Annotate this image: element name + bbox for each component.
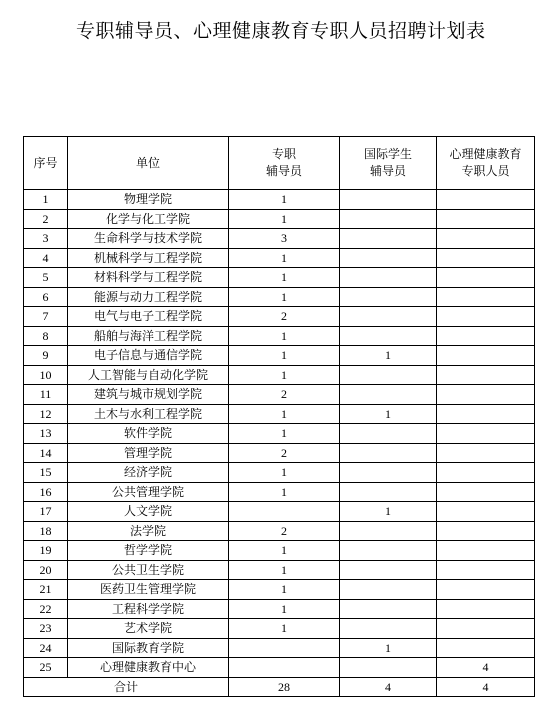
row-intl: [340, 424, 437, 444]
row-counselor: 1: [229, 619, 340, 639]
row-unit: 生命科学与技术学院: [68, 229, 229, 249]
table-row: [24, 248, 535, 268]
row-intl: [340, 365, 437, 385]
row-unit: 建筑与城市规划学院: [68, 385, 229, 405]
row-mental: [437, 541, 535, 561]
row-counselor: 3: [229, 229, 340, 249]
row-mental: [437, 638, 535, 658]
row-mental: [437, 307, 535, 327]
row-counselor: 1: [229, 268, 340, 288]
row-no: 18: [24, 521, 68, 541]
row-counselor: 1: [229, 248, 340, 268]
total-row: [24, 677, 535, 696]
row-intl: [340, 307, 437, 327]
row-mental: [437, 424, 535, 444]
row-mental: [437, 502, 535, 522]
row-no: 22: [24, 599, 68, 619]
table-row: [24, 541, 535, 561]
row-no: 13: [24, 424, 68, 444]
header-intl-counselor-line1: 国际学生: [363, 147, 412, 161]
row-mental: [437, 365, 535, 385]
table-row: [24, 287, 535, 307]
row-unit: 电气与电子工程学院: [68, 307, 229, 327]
row-no: 11: [24, 385, 68, 405]
row-counselor: 2: [229, 443, 340, 463]
row-mental: [437, 560, 535, 580]
row-unit: 化学与化工学院: [68, 209, 229, 229]
row-intl: [340, 229, 437, 249]
table-row: [24, 229, 535, 249]
row-unit: 国际教育学院: [68, 638, 229, 658]
row-counselor: 1: [229, 541, 340, 561]
row-counselor: 1: [229, 463, 340, 483]
row-intl: 1: [340, 404, 437, 424]
table-row: [24, 190, 535, 210]
row-mental: [437, 190, 535, 210]
row-counselor: 2: [229, 521, 340, 541]
row-unit: 艺术学院: [68, 619, 229, 639]
row-unit: 机械科学与工程学院: [68, 248, 229, 268]
row-no: 8: [24, 326, 68, 346]
table-row: [24, 385, 535, 405]
row-intl: [340, 268, 437, 288]
row-intl: [340, 580, 437, 600]
row-counselor: 1: [229, 209, 340, 229]
row-mental: [437, 268, 535, 288]
row-unit: 公共卫生学院: [68, 560, 229, 580]
row-counselor: 1: [229, 424, 340, 444]
row-unit: 人工智能与自动化学院: [68, 365, 229, 385]
table-row: [24, 619, 535, 639]
row-unit: 物理学院: [68, 190, 229, 210]
row-no: 4: [24, 248, 68, 268]
table-row: [24, 560, 535, 580]
row-counselor: [229, 638, 340, 658]
row-mental: [437, 287, 535, 307]
table-row: [24, 502, 535, 522]
row-counselor: 2: [229, 385, 340, 405]
row-no: 16: [24, 482, 68, 502]
row-intl: [340, 190, 437, 210]
row-intl: [340, 287, 437, 307]
row-unit: 船舶与海洋工程学院: [68, 326, 229, 346]
row-no: 12: [24, 404, 68, 424]
row-no: 17: [24, 502, 68, 522]
row-no: 20: [24, 560, 68, 580]
row-unit: 法学院: [68, 521, 229, 541]
row-unit: 管理学院: [68, 443, 229, 463]
row-no: 21: [24, 580, 68, 600]
row-no: 3: [24, 229, 68, 249]
table-row: [24, 326, 535, 346]
total-mental: 4: [437, 677, 535, 696]
table-row: [24, 443, 535, 463]
header-counselor: [229, 137, 340, 190]
table-row: [24, 599, 535, 619]
row-intl: [340, 248, 437, 268]
row-mental: [437, 482, 535, 502]
table-row: [24, 424, 535, 444]
row-no: 19: [24, 541, 68, 561]
row-counselor: 2: [229, 307, 340, 327]
row-unit: 医药卫生管理学院: [68, 580, 229, 600]
row-intl: 1: [340, 638, 437, 658]
row-intl: 1: [340, 346, 437, 366]
row-counselor: [229, 658, 340, 678]
row-mental: [437, 619, 535, 639]
header-counselor-line2: 辅导员: [265, 164, 302, 178]
row-no: 5: [24, 268, 68, 288]
row-mental: 4: [437, 658, 535, 678]
row-counselor: 1: [229, 404, 340, 424]
row-no: 24: [24, 638, 68, 658]
row-mental: [437, 209, 535, 229]
row-intl: [340, 541, 437, 561]
row-unit: 人文学院: [68, 502, 229, 522]
row-counselor: 1: [229, 560, 340, 580]
row-unit: 经济学院: [68, 463, 229, 483]
table-row: [24, 463, 535, 483]
row-intl: [340, 599, 437, 619]
row-mental: [437, 326, 535, 346]
header-unit: 单位: [68, 137, 229, 190]
row-intl: [340, 463, 437, 483]
row-intl: [340, 482, 437, 502]
row-mental: [437, 580, 535, 600]
row-counselor: 1: [229, 482, 340, 502]
row-unit: 土木与水利工程学院: [68, 404, 229, 424]
row-counselor: [229, 502, 340, 522]
header-counselor-line1: 专职: [271, 147, 296, 161]
row-mental: [437, 346, 535, 366]
header-mental-health-line1: 心理健康教育: [449, 147, 522, 161]
row-mental: [437, 463, 535, 483]
table-row: [24, 580, 535, 600]
row-no: 10: [24, 365, 68, 385]
row-mental: [437, 521, 535, 541]
row-mental: [437, 599, 535, 619]
row-intl: [340, 619, 437, 639]
row-counselor: 1: [229, 599, 340, 619]
table-row: [24, 658, 535, 678]
row-unit: 材料科学与工程学院: [68, 268, 229, 288]
table-row: [24, 482, 535, 502]
row-intl: [340, 560, 437, 580]
row-no: 15: [24, 463, 68, 483]
header-mental-health: [437, 137, 535, 190]
row-mental: [437, 385, 535, 405]
table-row: [24, 521, 535, 541]
row-unit: 电子信息与通信学院: [68, 346, 229, 366]
recruitment-plan-table: [23, 136, 535, 697]
row-no: 2: [24, 209, 68, 229]
header-intl-counselor: [340, 137, 437, 190]
table-row: [24, 268, 535, 288]
page-title: 专职辅导员、心理健康教育专职人员招聘计划表: [76, 20, 486, 42]
table-row: [24, 638, 535, 658]
row-intl: [340, 385, 437, 405]
row-counselor: 1: [229, 326, 340, 346]
row-intl: [340, 658, 437, 678]
header-mental-health-line2: 专职人员: [461, 164, 510, 178]
row-mental: [437, 404, 535, 424]
table-row: [24, 404, 535, 424]
table-row: [24, 307, 535, 327]
row-no: 14: [24, 443, 68, 463]
row-no: 1: [24, 190, 68, 210]
row-counselor: 1: [229, 346, 340, 366]
total-intl: 4: [340, 677, 437, 696]
row-intl: [340, 326, 437, 346]
row-intl: [340, 443, 437, 463]
row-no: 9: [24, 346, 68, 366]
header-no: 序号: [24, 137, 68, 190]
row-unit: 工程科学学院: [68, 599, 229, 619]
row-no: 6: [24, 287, 68, 307]
row-no: 25: [24, 658, 68, 678]
table-row: [24, 346, 535, 366]
table-header-row: [24, 137, 535, 190]
row-no: 23: [24, 619, 68, 639]
row-mental: [437, 443, 535, 463]
row-intl: [340, 521, 437, 541]
row-counselor: 1: [229, 190, 340, 210]
row-counselor: 1: [229, 580, 340, 600]
row-counselor: 1: [229, 365, 340, 385]
total-counselor: 28: [229, 677, 340, 696]
row-unit: 心理健康教育中心: [68, 658, 229, 678]
table-row: [24, 365, 535, 385]
row-mental: [437, 248, 535, 268]
total-label: 合计: [24, 677, 229, 696]
row-mental: [437, 229, 535, 249]
header-intl-counselor-line2: 辅导员: [369, 164, 406, 178]
row-unit: 能源与动力工程学院: [68, 287, 229, 307]
row-no: 7: [24, 307, 68, 327]
row-counselor: 1: [229, 287, 340, 307]
table-row: [24, 209, 535, 229]
row-unit: 软件学院: [68, 424, 229, 444]
row-intl: 1: [340, 502, 437, 522]
row-unit: 哲学学院: [68, 541, 229, 561]
row-unit: 公共管理学院: [68, 482, 229, 502]
row-intl: [340, 209, 437, 229]
